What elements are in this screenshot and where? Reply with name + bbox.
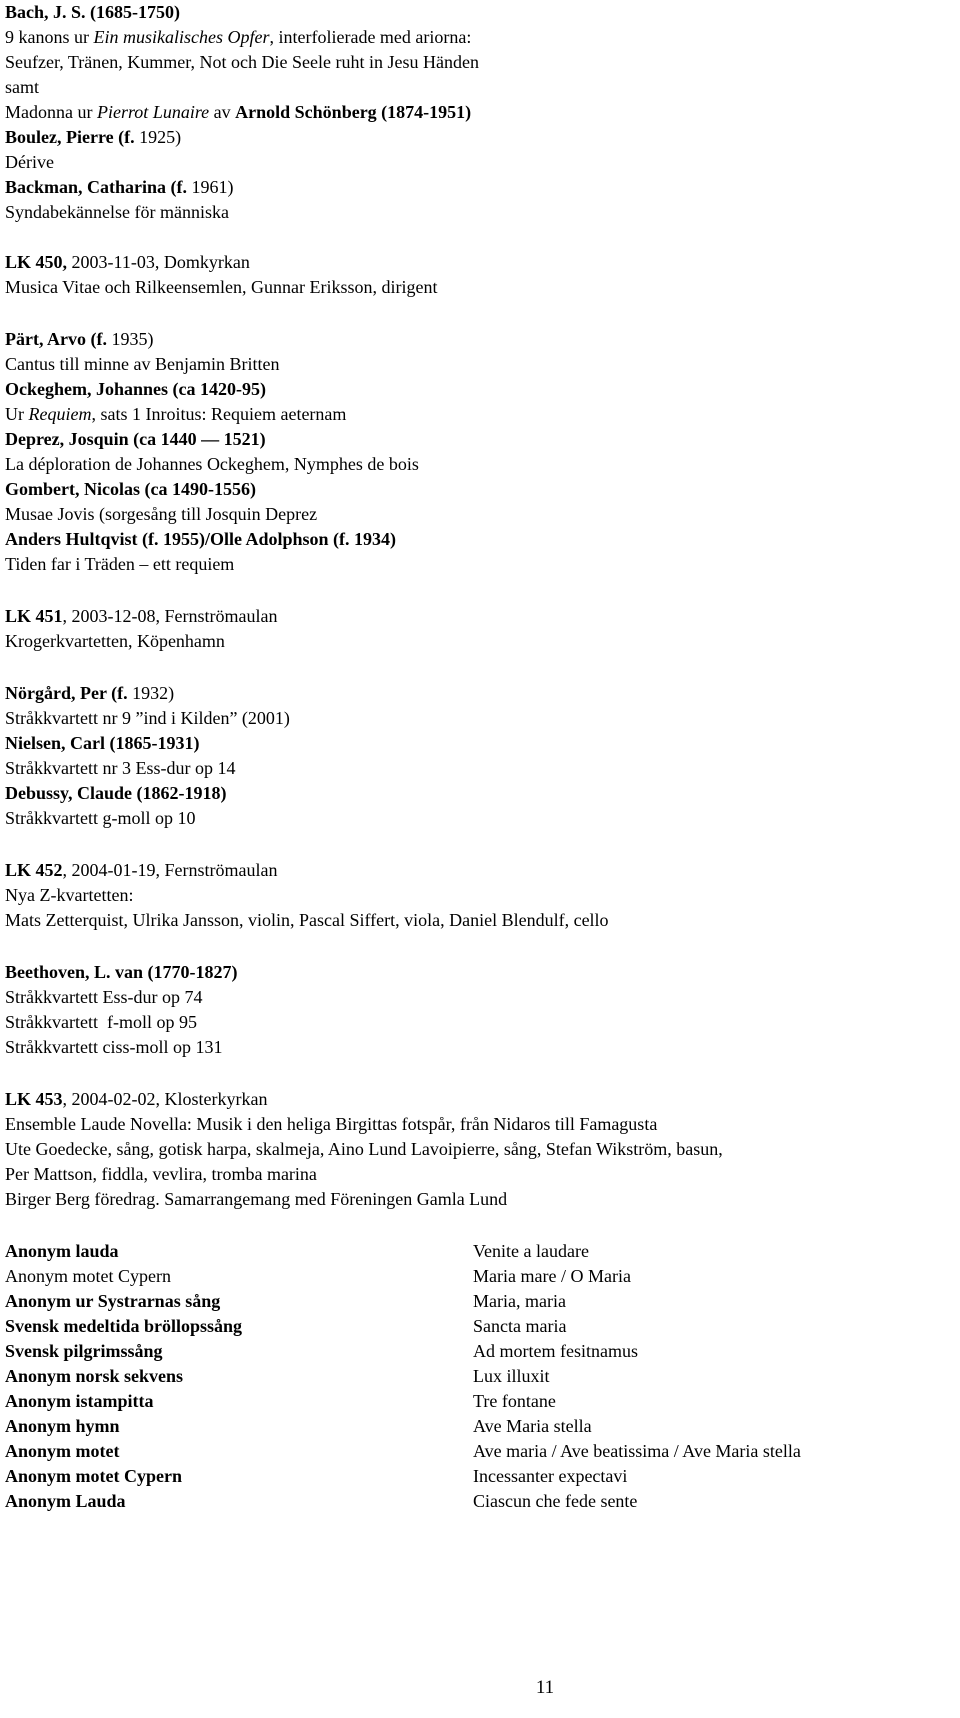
norgard-work: Stråkkvartett nr 9 ”ind i Kilden” (2001) [5,708,290,728]
backman-heading: Backman, Catharina (f. 1961) [5,177,234,197]
backman-work: Syndabekännelse för människa [5,202,229,222]
beethoven-work-3: Stråkkvartett ciss-moll op 131 [5,1037,223,1057]
program-row [5,1414,955,1439]
page-number: 11 [535,1677,555,1698]
deprez-heading: Deprez, Josquin (ca 1440 — 1521) [5,429,266,449]
lk452-ensemble: Nya Z-kvartetten: [5,885,134,905]
beethoven-work-1: Stråkkvartett Ess-dur op 74 [5,987,203,1007]
program-row [5,1364,955,1389]
part-work: Cantus till minne av Benjamin Britten [5,354,280,374]
nielsen-work: Stråkkvartett nr 3 Ess-dur op 14 [5,758,236,778]
program-table [5,1239,955,1514]
program-piece-source: Svensk medeltida bröllopssång [5,1316,243,1336]
bach-work-line-1: 9 kanons ur Ein musikalisches Opfer, interfolierade med ariorna: [5,27,472,47]
program-piece-source: Anonym istampitta [5,1391,154,1411]
lk450-heading: LK 450, 2003-11-03, Domkyrkan [5,252,250,272]
program-piece-source: Anonym norsk sekvens [5,1366,184,1386]
program-piece-source: Anonym ur Systrarnas sång [5,1291,221,1311]
bach-work-line-4: Madonna ur Pierrot Lunaire av Arnold Schönberg (1874-1951) [5,102,472,122]
nielsen-heading: Nielsen, Carl (1865-1931) [5,733,200,753]
hultqvist-heading: Anders Hultqvist (f. 1955)/Olle Adolphson (f. 1934) [5,529,397,549]
program-piece-title: Lux illuxit [473,1366,550,1386]
program-piece-title: Sancta maria [473,1316,567,1336]
lk450-performers: Musica Vitae och Rilkeensemlen, Gunnar Eriksson, dirigent [5,277,438,297]
program-piece-title: Ad mortem fesitnamus [473,1341,638,1361]
program-piece-title: Tre fontane [473,1391,556,1411]
program-piece-source: Anonym lauda [5,1241,119,1261]
program-piece-source: Anonym hymn [5,1416,120,1436]
program-row [5,1464,955,1489]
program-piece-source: Anonym motet Cypern [5,1466,182,1486]
lk451-heading: LK 451, 2003-12-08, Fernströmaulan [5,606,278,626]
gombert-heading: Gombert, Nicolas (ca 1490-1556) [5,479,256,499]
lk453-line-4: Birger Berg föredrag. Samarrangemang med Föreningen Gamla Lund [5,1189,508,1209]
bach-heading: Bach, J. S. (1685-1750) [5,2,181,22]
beethoven-work-2: Stråkkvartett f-moll op 95 [5,1012,197,1032]
ockeghem-heading: Ockeghem, Johannes (ca 1420-95) [5,379,266,399]
lk453-heading: LK 453, 2004-02-02, Klosterkyrkan [5,1089,268,1109]
debussy-heading: Debussy, Claude (1862-1918) [5,783,227,803]
boulez-heading: Boulez, Pierre (f. 1925) [5,127,182,147]
program-row [5,1289,955,1314]
program-piece-title: Ciascun che fede sente [473,1491,638,1511]
program-piece-source: Svensk pilgrimssång [5,1341,163,1361]
program-piece-title: Maria mare / O Maria [473,1266,631,1286]
ockeghem-work: Ur Requiem, sats 1 Inroitus: Requiem aeternam [5,404,347,424]
program-piece-source: Anonym motet [5,1441,120,1461]
part-heading: Pärt, Arvo (f. 1935) [5,329,154,349]
bach-work-line-3: samt [5,77,39,97]
document-page [5,0,955,1514]
program-piece-source: Anonym Lauda [5,1491,126,1511]
norgard-heading: Nörgård, Per (f. 1932) [5,683,175,703]
deprez-work: La déploration de Johannes Ockeghem, Nymphes de bois [5,454,419,474]
gombert-work: Musae Jovis (sorgesång till Josquin Deprez [5,504,318,524]
program-piece-title: Incessanter expectavi [473,1466,628,1486]
program-row [5,1239,955,1264]
program-row [5,1264,955,1289]
lk451-performers: Krogerkvartetten, Köpenhamn [5,631,225,651]
beethoven-heading: Beethoven, L. van (1770-1827) [5,962,238,982]
program-row [5,1439,955,1464]
bach-work-line-2: Seufzer, Tränen, Kummer, Not och Die Seele ruht in Jesu Händen [5,52,479,72]
debussy-work: Stråkkvartett g-moll op 10 [5,808,196,828]
program-piece-title: Ave Maria stella [473,1416,592,1436]
program-row [5,1489,955,1514]
lk453-line-1: Ensemble Laude Novella: Musik i den heliga Birgittas fotspår, från Nidaros till Famagusta [5,1114,658,1134]
program-piece-source: Anonym motet Cypern [5,1266,171,1286]
program-piece-title: Venite a laudare [473,1241,589,1261]
program-piece-title: Maria, maria [473,1291,566,1311]
program-row [5,1389,955,1414]
hultqvist-work: Tiden far i Träden – ett requiem [5,554,235,574]
boulez-work: Dérive [5,152,54,172]
lk452-heading: LK 452, 2004-01-19, Fernströmaulan [5,860,278,880]
program-piece-title: Ave maria / Ave beatissima / Ave Maria stella [473,1441,801,1461]
lk453-line-3: Per Mattson, fiddla, vevlira, tromba marina [5,1164,317,1184]
lk452-performers: Mats Zetterquist, Ulrika Jansson, violin, Pascal Siffert, viola, Daniel Blendulf, cello [5,910,609,930]
lk453-line-2: Ute Goedecke, sång, gotisk harpa, skalmeja, Aino Lund Lavoipierre, sång, Stefan Wikström, basun, [5,1139,723,1159]
program-row [5,1314,955,1339]
program-row [5,1339,955,1364]
